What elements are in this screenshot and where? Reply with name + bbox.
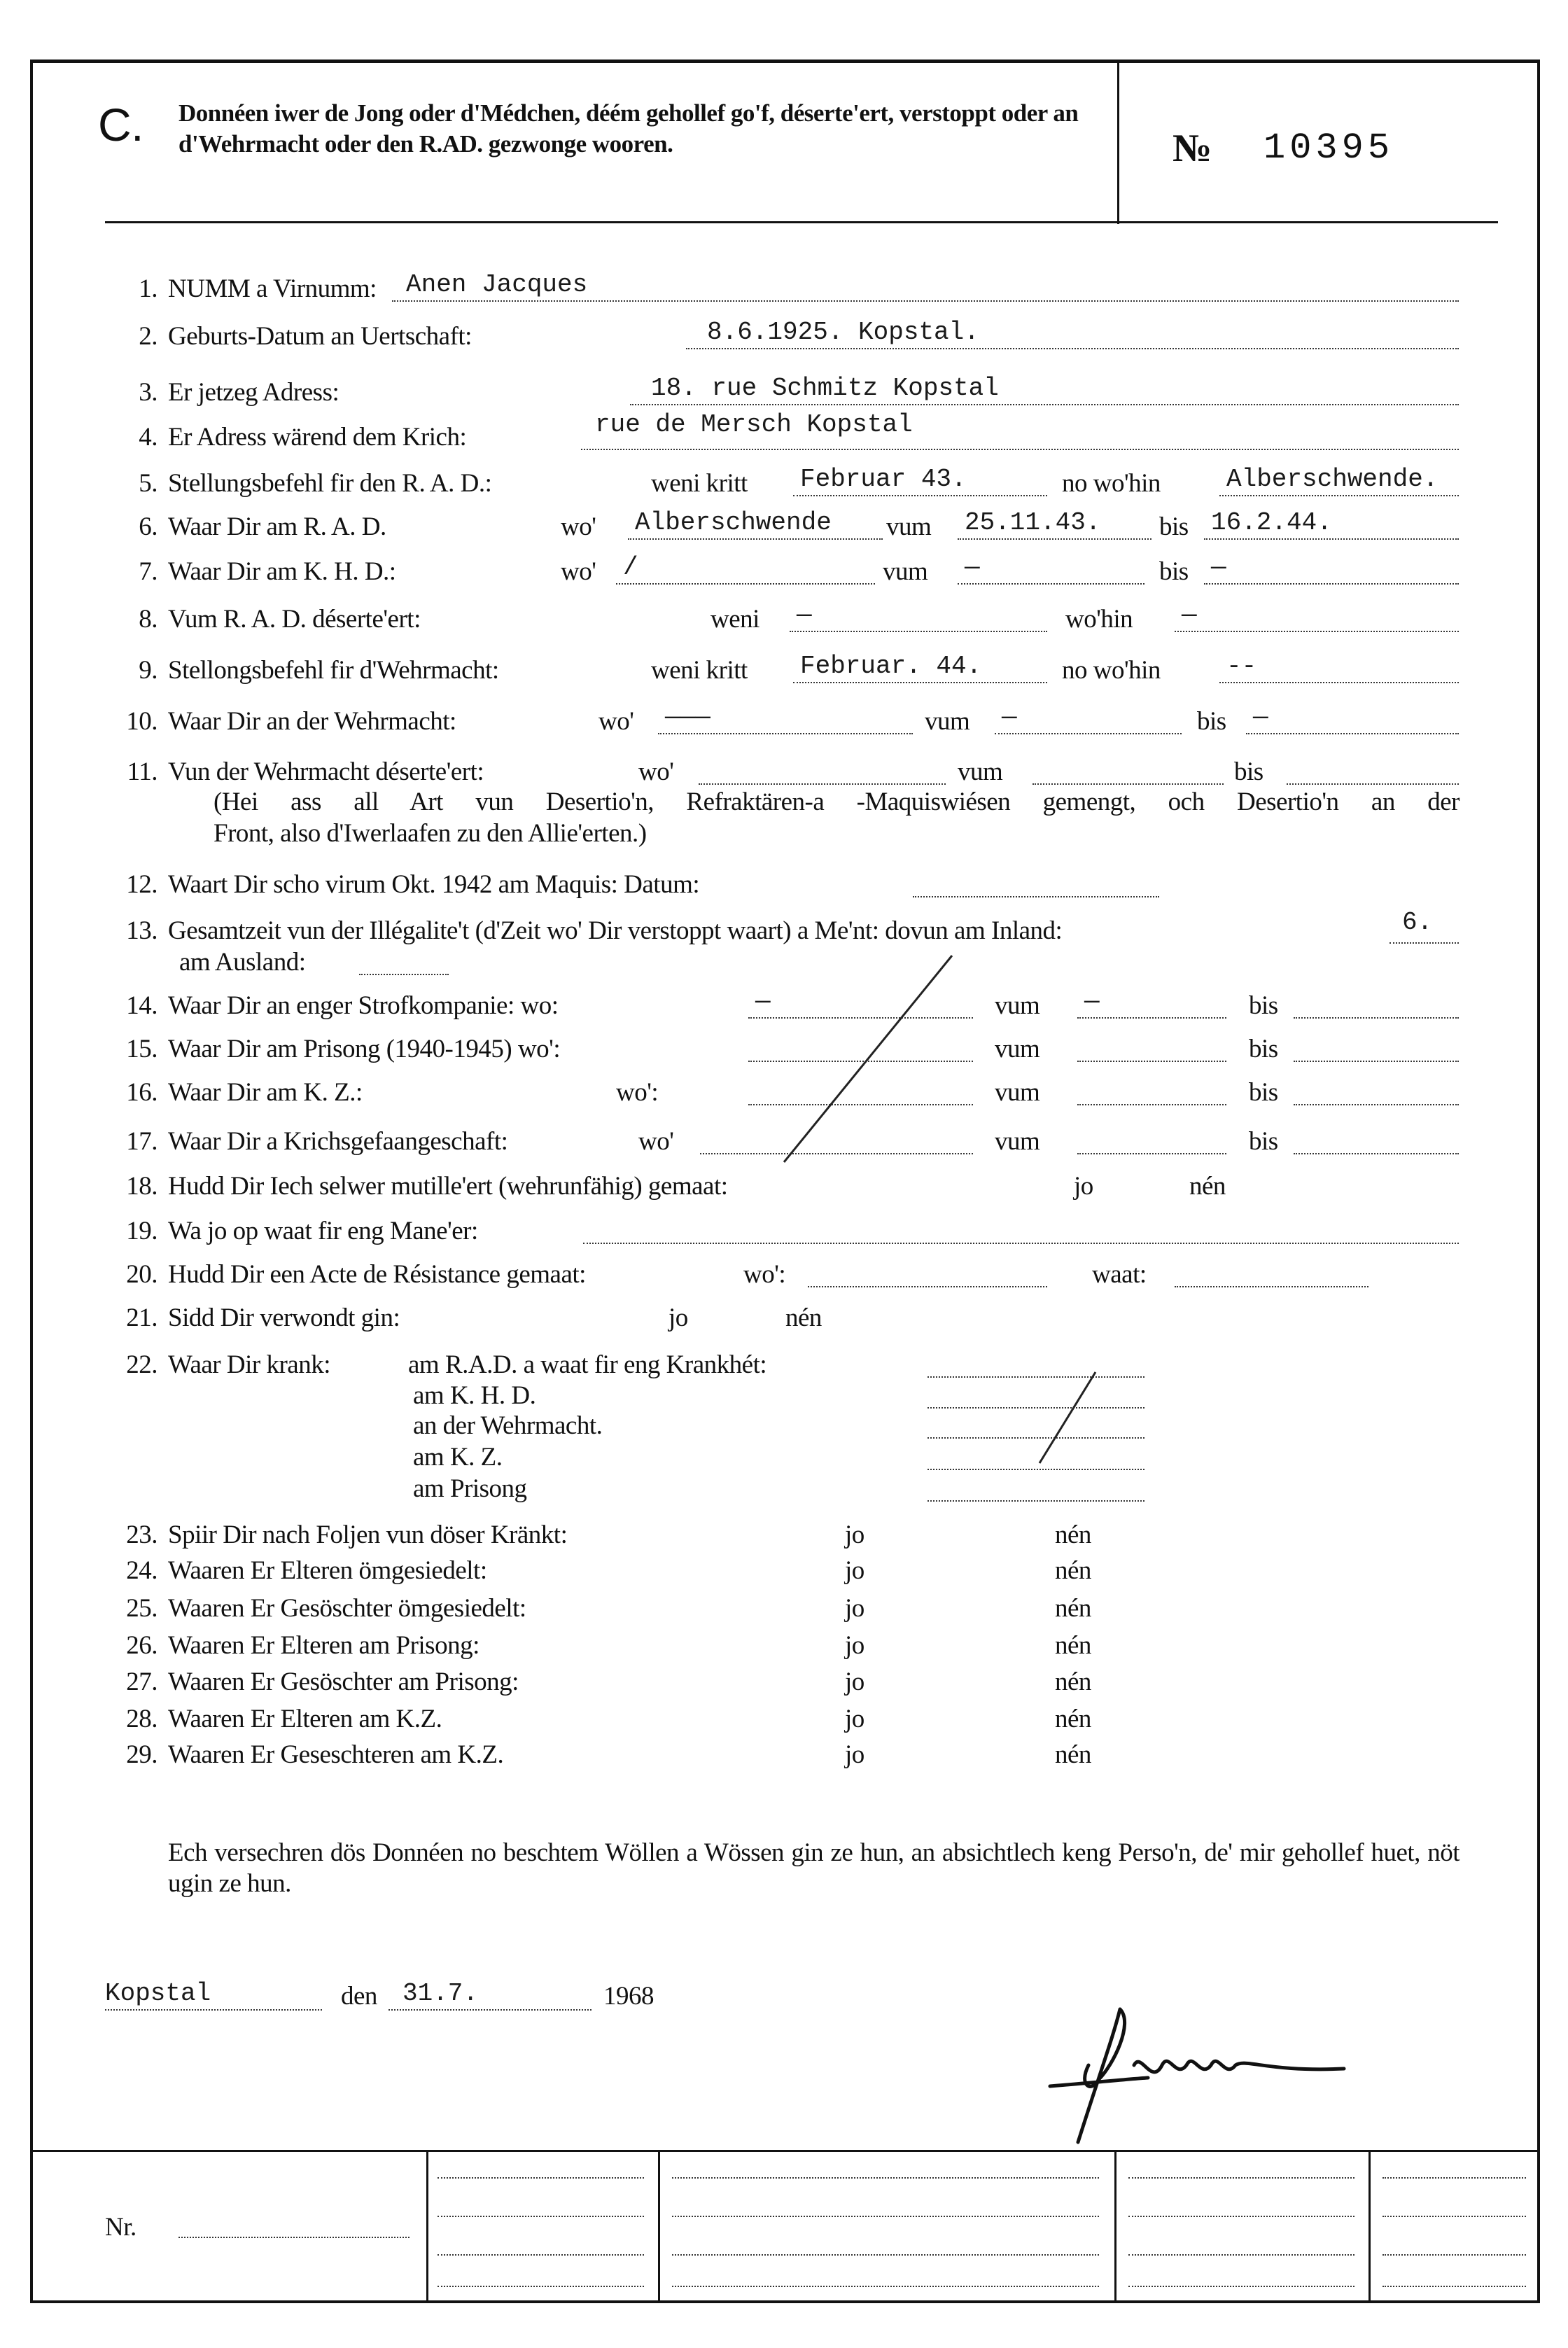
sub-label: am R.A.D. a waat fir eng Krankhét: xyxy=(408,1350,767,1379)
field-value: 25.11.43. xyxy=(965,508,1101,537)
sub-label: am Prisong xyxy=(413,1474,527,1503)
form-title: Donnéen iwer de Jong oder d'Médchen, déém gehollef go'f, déserte'ert, verstoppt oder an d'Wehrmacht oder den R.AD. gezwonge wooren. xyxy=(178,99,1079,158)
nr-label: Nr. xyxy=(105,2213,136,2242)
row-label: Waar Dir am K. Z.: xyxy=(168,1078,363,1107)
field-value: — xyxy=(755,987,771,1016)
row-number: 23. xyxy=(126,1521,158,1549)
row-number: 5. xyxy=(139,469,158,498)
sub-label: an der Wehrmacht. xyxy=(413,1411,603,1440)
note-text: (Hei ass all Art vun Desertio'n, Refraktären-a -Maquiswiésen gemengt, och Desertio'n an der xyxy=(214,788,1460,816)
field-label-c: bis xyxy=(1249,1035,1278,1063)
row-number: 14. xyxy=(126,991,158,1020)
jo-option[interactable]: jo xyxy=(668,1304,688,1332)
field-label-b: vum xyxy=(883,557,928,586)
row-number: 20. xyxy=(126,1260,158,1289)
field-value: — xyxy=(1182,601,1197,629)
date-value: 31.7. xyxy=(402,1979,479,2008)
field-value: ——— xyxy=(665,703,710,732)
field-value: — xyxy=(1002,703,1017,732)
field-label-c: bis xyxy=(1249,991,1278,1020)
row-label: Waar Dir am K. H. D.: xyxy=(168,557,396,586)
nen-option[interactable]: nén xyxy=(1055,1594,1091,1623)
row-label: Waar Dir an der Wehrmacht: xyxy=(168,707,456,736)
field-label-a: wo' xyxy=(561,512,596,541)
row-number: 29. xyxy=(126,1740,158,1769)
field-label-b: vum xyxy=(995,1078,1040,1107)
row-number: 17. xyxy=(126,1127,158,1156)
place-value: Kopstal xyxy=(105,1979,211,2008)
nen-option[interactable]: nén xyxy=(785,1304,822,1332)
note-text: Front, also d'Iwerlaafen zu den Allie'erten.) xyxy=(214,819,647,848)
row-label: Waar Dir a Krichsgefaangeschaft: xyxy=(168,1127,508,1156)
row-number: 9. xyxy=(139,656,158,685)
row-label: Waaren Er Gesöschter am Prisong: xyxy=(168,1668,519,1696)
jo-option[interactable]: jo xyxy=(845,1631,864,1660)
row-label: Waaren Er Elteren ömgesiedelt: xyxy=(168,1556,487,1585)
row-label: NUMM a Virnumm: xyxy=(168,274,377,303)
jo-option[interactable]: jo xyxy=(845,1668,864,1696)
row-label: Waar Dir krank: xyxy=(168,1350,330,1379)
form-number: 10395 xyxy=(1264,127,1394,169)
field-value: Februar. 44. xyxy=(800,652,982,680)
row-number: 16. xyxy=(126,1078,158,1107)
row-number: 25. xyxy=(126,1594,158,1623)
row-number: 10. xyxy=(126,707,158,736)
declaration: Ech versechren dös Donnéen no beschtem Wöllen a Wössen gin ze hun, an absichtlech keng Perso'n, de' mir gehollef huet, nöt ugin ze hun. xyxy=(168,1838,1460,1898)
row-label: Waar Dir an enger Strofkompanie: wo: xyxy=(168,991,559,1020)
nen-option[interactable]: nén xyxy=(1055,1668,1091,1696)
row-label: Waaren Er Elteren am K.Z. xyxy=(168,1705,442,1733)
field-value: — xyxy=(1211,553,1226,582)
field-value: Alberschwende xyxy=(635,508,832,537)
row-label: Waar Dir am Prisong (1940-1945) wo': xyxy=(168,1035,561,1063)
field-label-b: vum xyxy=(995,1127,1040,1156)
row-number: 7. xyxy=(139,557,158,586)
field-label-b: waat: xyxy=(1092,1260,1147,1289)
row-number: 12. xyxy=(126,870,158,899)
row-number: 4. xyxy=(139,423,158,452)
row-label: Wa jo op waat fir eng Mane'er: xyxy=(168,1217,478,1245)
row-label: Sidd Dir verwondt gin: xyxy=(168,1304,400,1332)
jo-option[interactable]: jo xyxy=(845,1740,864,1769)
field-label-c: bis xyxy=(1249,1127,1278,1156)
row-number: 2. xyxy=(139,322,158,351)
row-label: Er jetzeg Adress: xyxy=(168,378,340,407)
field-label-a: weni xyxy=(710,605,760,634)
field-label-c: bis xyxy=(1159,557,1189,586)
den-label: den xyxy=(341,1982,377,2011)
field-value: rue de Mersch Kopstal xyxy=(595,410,913,439)
row-label: Hudd Dir een Acte de Résistance gemaat: xyxy=(168,1260,586,1289)
field-label-c: bis xyxy=(1159,512,1189,541)
field-label-c: bis xyxy=(1249,1078,1278,1107)
sub-label: am K. Z. xyxy=(413,1443,503,1472)
field-label-b: vum xyxy=(925,707,970,736)
field-label-a: wo' xyxy=(638,757,674,786)
nen-option[interactable]: nén xyxy=(1055,1556,1091,1585)
field-value: 8.6.1925. Kopstal. xyxy=(707,318,979,347)
field-value: — xyxy=(1084,987,1100,1016)
jo-option[interactable]: jo xyxy=(1074,1172,1093,1201)
row-label: Hudd Dir Iech selwer mutille'ert (wehrunfähig) gemaat: xyxy=(168,1172,728,1201)
jo-option[interactable]: jo xyxy=(845,1705,864,1733)
year-label: 1968 xyxy=(603,1982,654,2011)
section-letter: C. xyxy=(98,99,144,151)
nen-option[interactable]: nén xyxy=(1055,1740,1091,1769)
field-label-c: bis xyxy=(1234,757,1264,786)
field-value: Anen Jacques xyxy=(406,270,588,299)
row-label: Er Adress wärend dem Krich: xyxy=(168,423,467,452)
row-number: 1. xyxy=(139,274,158,303)
field-label-b: vum xyxy=(886,512,932,541)
field-label-b: vum xyxy=(958,757,1003,786)
row-number: 13. xyxy=(126,916,158,945)
field-value: Februar 43. xyxy=(800,465,967,494)
row-label: Geburts-Datum an Uertschaft: xyxy=(168,322,472,351)
row-label: Stellongsbefehl fir d'Wehrmacht: xyxy=(168,656,499,685)
row-label: Gesamtzeit vun der Illégalite't (d'Zeit wo' Dir verstoppt waart) a Me'nt: dovun am Inland: xyxy=(168,916,1063,945)
field-value: — xyxy=(1253,703,1268,732)
field-value: 18. rue Schmitz Kopstal xyxy=(651,374,999,403)
field-label-a: weni kritt xyxy=(651,469,748,498)
row-label: Waaren Er Elteren am Prisong: xyxy=(168,1631,479,1660)
field-label-b: wo'hin xyxy=(1065,605,1133,634)
row-number: 8. xyxy=(139,605,158,634)
field-label-a: weni kritt xyxy=(651,656,748,685)
row-label: Vum R. A. D. déserte'ert: xyxy=(168,605,421,634)
field-value: -- xyxy=(1226,652,1257,680)
cancel-stroke xyxy=(784,956,952,1162)
sub-label: am Ausland: xyxy=(179,948,306,977)
field-value: 16.2.44. xyxy=(1211,508,1332,537)
row-number: 15. xyxy=(126,1035,158,1063)
jo-option[interactable]: jo xyxy=(845,1556,864,1585)
field-value: / xyxy=(623,553,638,582)
row-label: Waart Dir scho virum Okt. 1942 am Maquis: Datum: xyxy=(168,870,700,899)
row-number: 26. xyxy=(126,1631,158,1660)
jo-option[interactable]: jo xyxy=(845,1521,864,1549)
field-label-a: wo': xyxy=(616,1078,659,1107)
field-value: 6. xyxy=(1402,908,1433,937)
row-label: Stellungsbefehl fir den R. A. D.: xyxy=(168,469,492,498)
number-sign: № xyxy=(1172,127,1212,170)
field-value: Alberschwende. xyxy=(1226,465,1438,494)
row-number: 22. xyxy=(126,1350,158,1379)
row-number: 28. xyxy=(126,1705,158,1733)
field-label-b: no wo'hin xyxy=(1062,469,1161,498)
row-number: 6. xyxy=(139,512,158,541)
row-number: 27. xyxy=(126,1668,158,1696)
row-label: Spiir Dir nach Foljen vun döser Kränkt: xyxy=(168,1521,568,1549)
row-number: 11. xyxy=(127,757,158,786)
field-label-b: vum xyxy=(995,991,1040,1020)
jo-option[interactable]: jo xyxy=(845,1594,864,1623)
nen-option[interactable]: nén xyxy=(1055,1521,1091,1549)
field-label-b: no wo'hin xyxy=(1062,656,1161,685)
nen-option[interactable]: nén xyxy=(1055,1705,1091,1733)
field-label-a: wo' xyxy=(561,557,596,586)
field-label-c: bis xyxy=(1197,707,1226,736)
row-label: Vun der Wehrmacht déserte'ert: xyxy=(168,757,484,786)
row-label: Waar Dir am R. A. D. xyxy=(168,512,386,541)
row-number: 19. xyxy=(126,1217,158,1245)
row-label: Waaren Er Geseschteren am K.Z. xyxy=(168,1740,504,1769)
row-label: Waaren Er Gesöschter ömgesiedelt: xyxy=(168,1594,526,1623)
field-label-a: wo' xyxy=(598,707,634,736)
row-number: 21. xyxy=(126,1304,158,1332)
field-value: — xyxy=(965,553,980,582)
nen-option[interactable]: nén xyxy=(1055,1631,1091,1660)
row-number: 3. xyxy=(139,378,158,407)
field-label-a: wo': xyxy=(743,1260,786,1289)
row-number: 18. xyxy=(126,1172,158,1201)
nen-option[interactable]: nén xyxy=(1189,1172,1226,1201)
row-number: 24. xyxy=(126,1556,158,1585)
sub-label: am K. H. D. xyxy=(413,1381,536,1410)
field-label-a: wo' xyxy=(638,1127,674,1156)
field-label-b: vum xyxy=(995,1035,1040,1063)
cancel-stroke xyxy=(1040,1372,1096,1463)
field-value: — xyxy=(797,601,812,629)
